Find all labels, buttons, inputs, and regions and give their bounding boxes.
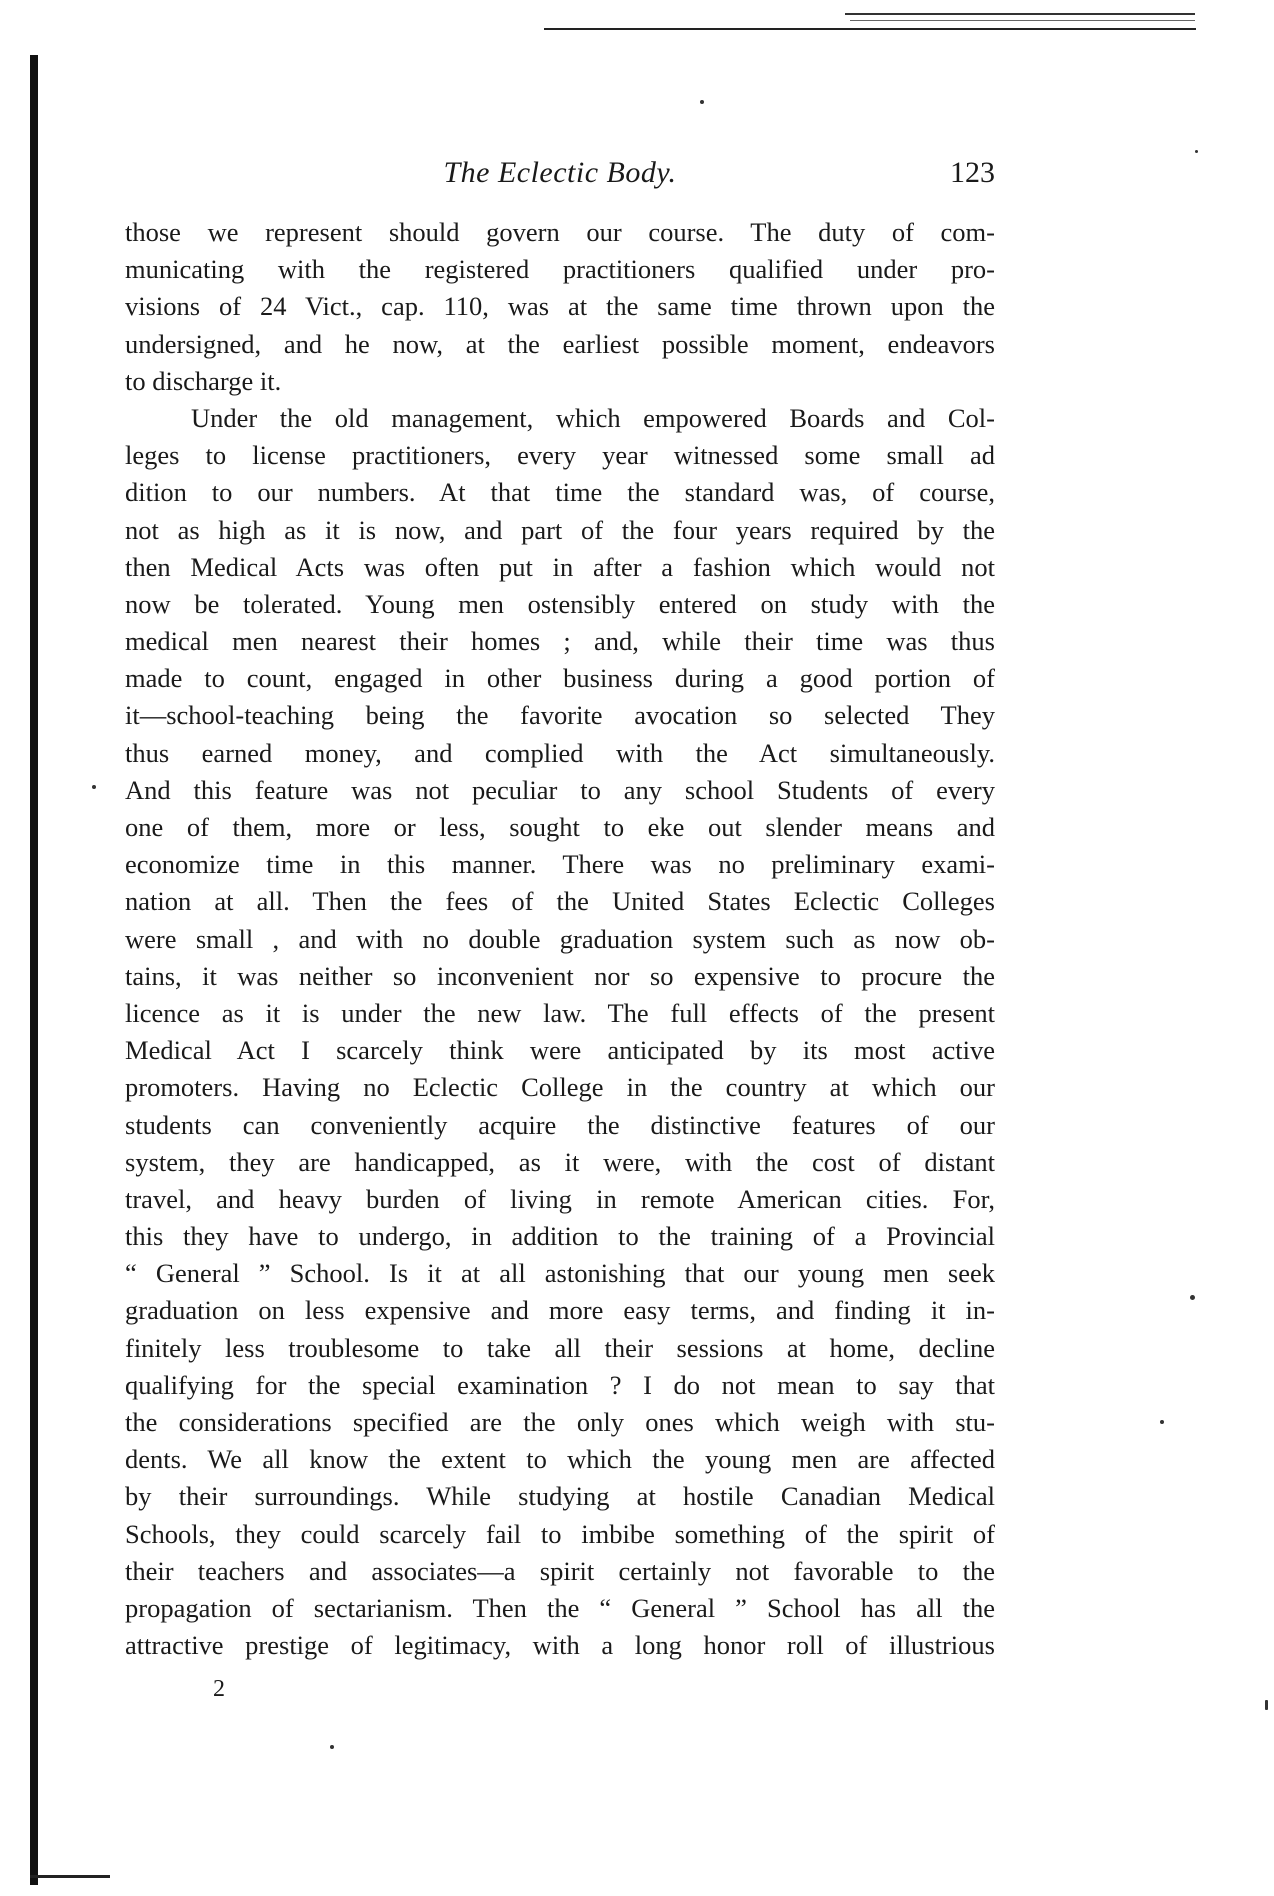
scan-speck	[92, 785, 96, 789]
text-line: “ General ” School. Is it at all astonishing that our young men seek	[125, 1258, 995, 1289]
text-line: by their surroundings. While studying at hostile Canadian Medical	[125, 1481, 995, 1512]
top-border-rule-thin	[850, 20, 1195, 21]
text-line: students can conveniently acquire the distinctive features of our	[125, 1109, 995, 1140]
text-line: their teachers and associates—a spirit certainly not favorable to the	[125, 1555, 995, 1586]
text-line: And this feature was not peculiar to any school Students of every	[125, 774, 995, 805]
scan-speck	[1195, 150, 1198, 153]
text-line: Medical Act I scarcely think were anticipated by its most active	[125, 1035, 995, 1066]
text-line: economize time in this manner. There was no preliminary exami-	[125, 849, 995, 880]
text-line: Schools, they could scarcely fail to imbibe something of the spirit of	[125, 1518, 995, 1549]
text-line: tains, it was neither so inconvenient nor so expensive to procure the	[125, 960, 995, 991]
page-number: 123	[950, 156, 995, 189]
text-line: dents. We all know the extent to which the young men are affected	[125, 1444, 995, 1475]
scan-speck	[700, 100, 704, 104]
top-border-rule-upper	[845, 13, 1195, 15]
text-line: this they have to undergo, in addition to the training of a Provincial	[125, 1221, 995, 1252]
text-line: then Medical Acts was often put in after a fashion which would not	[125, 551, 995, 582]
text-line: medical men nearest their homes ; and, while their time was thus	[125, 626, 995, 657]
text-line: to discharge it.	[125, 365, 282, 396]
text-line: propagation of sectarianism. Then the “ General ” School has all the	[125, 1592, 995, 1623]
text-line: undersigned, and he now, at the earliest possible moment, endeavors	[125, 328, 995, 359]
text-line: one of them, more or less, sought to eke out slender means and	[125, 812, 995, 842]
top-border-rule	[544, 28, 1196, 30]
scan-speck	[1190, 1295, 1195, 1300]
text-line: finitely less troublesome to take all their sessions at home, decline	[125, 1332, 995, 1363]
binding-edge	[30, 55, 38, 1885]
text-line: now be tolerated. Young men ostensibly entered on study with the	[125, 588, 995, 619]
binding-edge-foot	[30, 1875, 110, 1878]
running-head	[125, 156, 995, 196]
text-line: Under the old management, which empowered Boards and Col-	[191, 402, 995, 433]
scan-speck	[330, 1745, 334, 1749]
text-line: leges to license practitioners, every year witnessed some small ad	[125, 440, 995, 471]
text-line: system, they are handicapped, as it were, with the cost of distant	[125, 1146, 995, 1177]
scan-speck	[1265, 1700, 1268, 1710]
scan-speck	[1160, 1420, 1164, 1424]
text-line: not as high as it is now, and part of the four years required by the	[125, 514, 995, 545]
text-line: were small , and with no double graduation system such as now ob-	[125, 923, 995, 954]
text-line: municating with the registered practitioners qualified under pro-	[125, 254, 995, 285]
text-line: made to count, engaged in other business during a good portion of	[125, 663, 995, 694]
text-line: visions of 24 Vict., cap. 110, was at the same time thrown upon the	[125, 291, 995, 322]
body-text	[125, 214, 995, 1664]
text-line: travel, and heavy burden of living in remote American cities. For,	[125, 1183, 995, 1214]
text-line: qualifying for the special examination ? I do not mean to say that	[125, 1369, 995, 1400]
text-line: graduation on less expensive and more easy terms, and finding it in-	[125, 1295, 995, 1326]
text-line: nation at all. Then the fees of the United States Eclectic Colleges	[125, 886, 995, 917]
text-line: thus earned money, and complied with the Act simultaneously.	[125, 737, 995, 768]
text-line: it—school-teaching being the favorite avocation so selected They	[125, 700, 995, 731]
text-line: the considerations specified are the only ones which weigh with stu-	[125, 1407, 995, 1437]
text-line: licence as it is under the new law. The full effects of the present	[125, 997, 995, 1028]
text-line: dition to our numbers. At that time the standard was, of course,	[125, 477, 995, 508]
running-title: The Eclectic Body.	[443, 156, 677, 189]
text-line: promoters. Having no Eclectic College in the country at which our	[125, 1072, 995, 1103]
signature-mark: 2	[213, 1676, 225, 1702]
text-line: those we represent should govern our course. The duty of com-	[125, 217, 995, 247]
text-line: attractive prestige of legitimacy, with a long honor roll of illustrious	[125, 1630, 995, 1661]
